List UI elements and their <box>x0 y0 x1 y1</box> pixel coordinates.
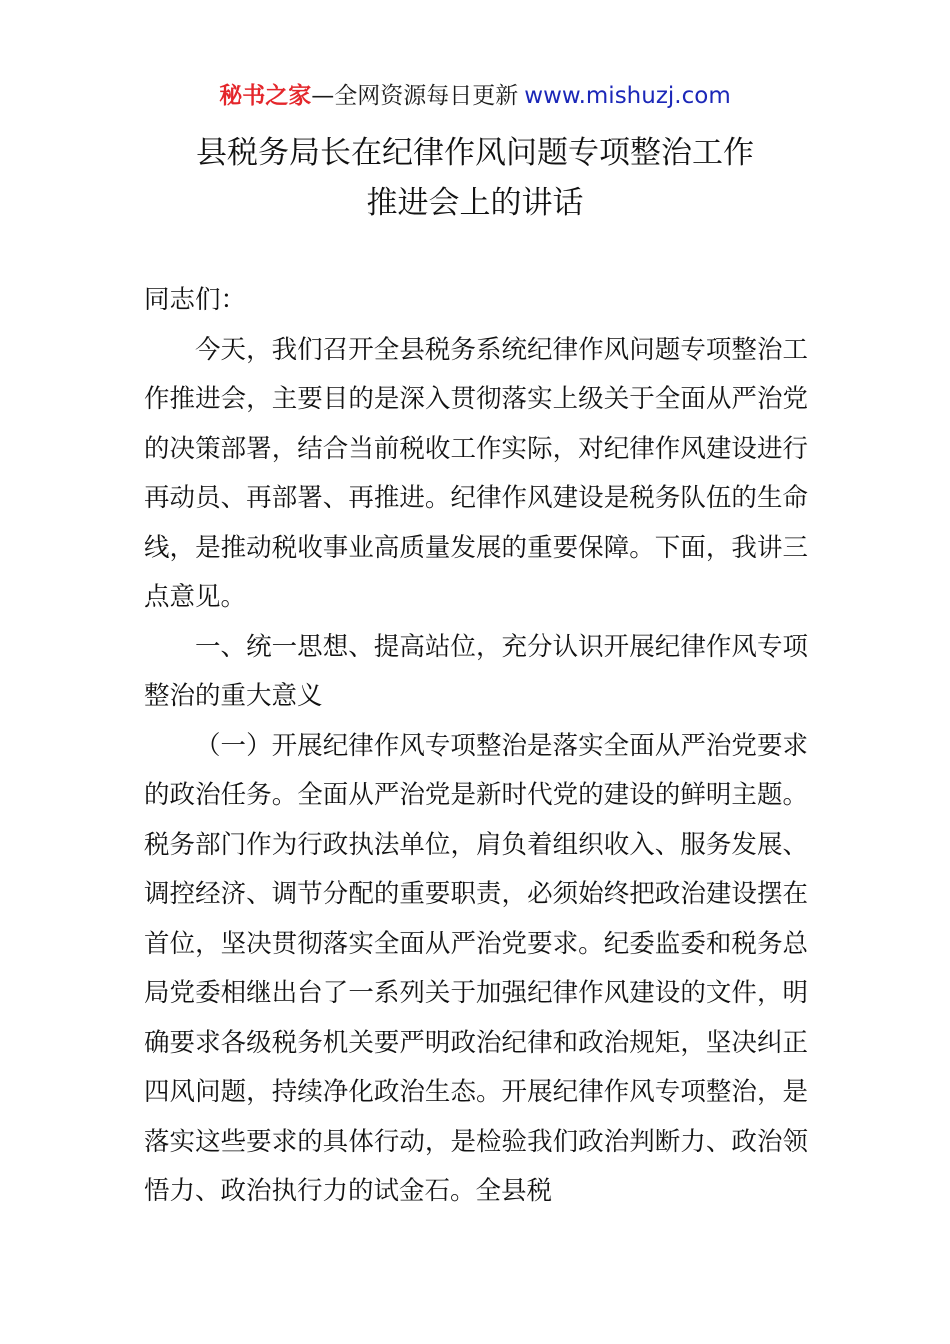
watermark-header <box>0 80 950 112</box>
site-url-link[interactable]: www.mishuzj.com <box>524 83 731 109</box>
brand-name: 秘书之家 <box>219 83 312 109</box>
section-heading-1: 一、统一思想、提高站位，充分认识开展纪律作风专项整治的重大意义 <box>144 631 808 711</box>
salutation: 同志们： <box>144 285 247 315</box>
document-title <box>0 128 950 228</box>
document-body <box>144 276 808 1217</box>
title-line-2: 推进会上的讲话 <box>366 185 584 221</box>
paragraph-subsection-1: （一）开展纪律作风专项整治是落实全面从严治党要求的政治任务。全面从严治党是新时代党的建设的鲜明主题。税务部门作为行政执法单位，肩负着组织收入、服务发展、调控经济、调节分配的重要职责，必须始终把政治建设摆在首位，坚决贯彻落实全面从严治党要求。纪委监委和税务总局党委相继出台了一系列关于加强纪律作风建设的文件，明确要求各级税务机关要严明政治纪律和政治规矩，坚决纠正四风问题，持续净化政治生态。开展纪律作风专项整治，是落实这些要求的具体行动，是检验我们政治判断力、政治领悟力、政治执行力的试金石。全县税 <box>144 730 808 1206</box>
paragraph-intro: 今天，我们召开全县税务系统纪律作风问题专项整治工作推进会，主要目的是深入贯彻落实上级关于全面从严治党的决策部署，结合当前税收工作实际，对纪律作风建设进行再动员、再部署、再推进。纪律作风建设是税务队伍的生命线，是推动税收事业高质量发展的重要保障。下面，我讲三点意见。 <box>144 334 808 612</box>
title-line-1: 县税务局长在纪律作风问题专项整治工作 <box>196 135 754 171</box>
header-tagline: —全网资源每日更新 <box>311 83 519 109</box>
